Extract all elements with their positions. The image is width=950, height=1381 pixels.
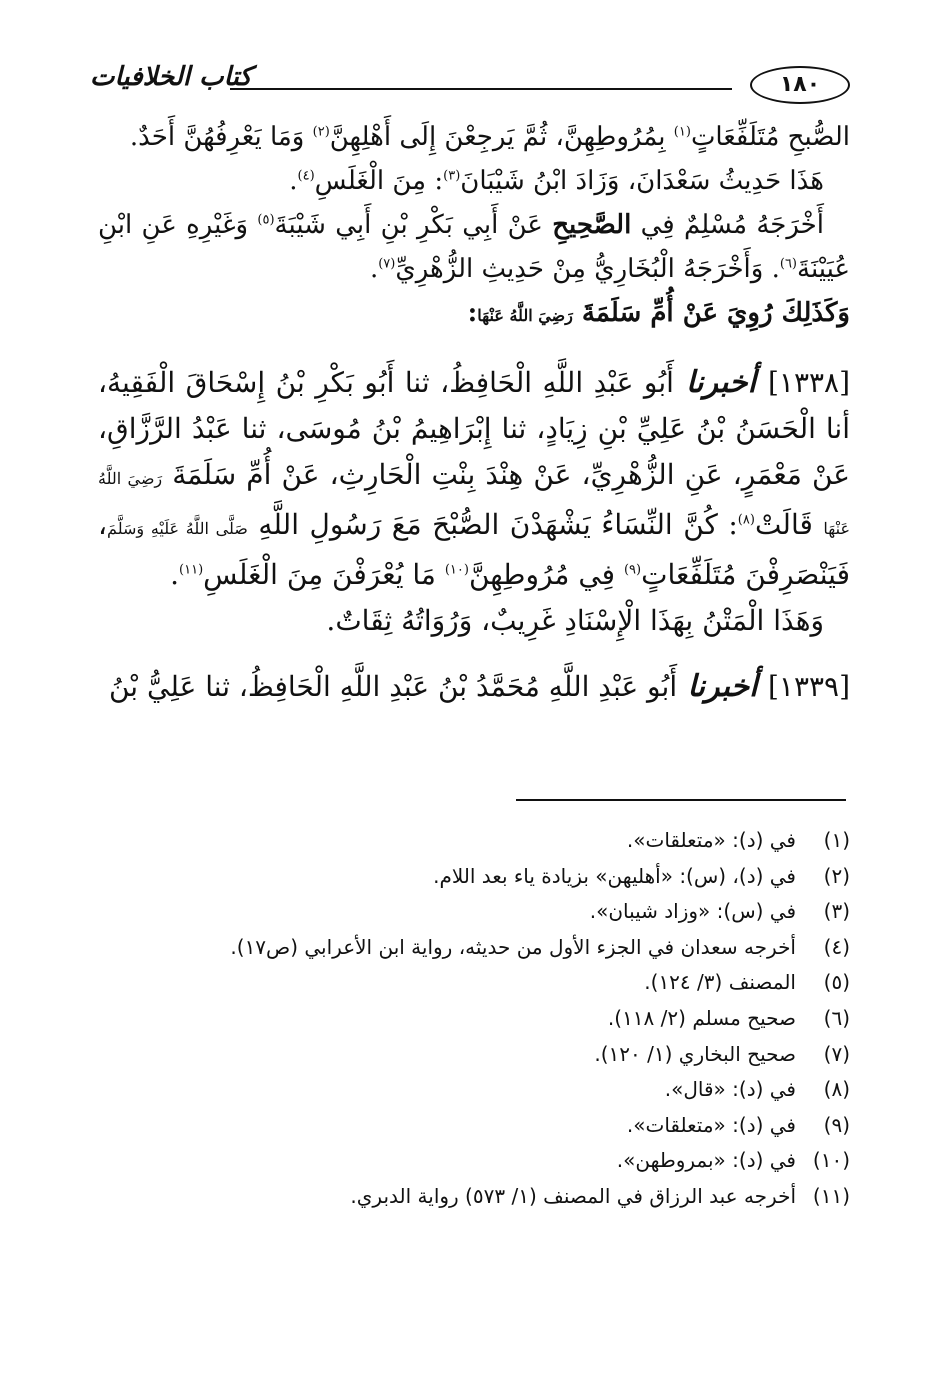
footnote-text: في (د): «متعلقات». xyxy=(626,1112,796,1137)
hadith-number: [١٣٣٨] xyxy=(767,366,850,399)
footnote-marker: (١٠) xyxy=(444,562,469,578)
footnote-text: في (س): «وزاد شيبان». xyxy=(589,899,796,924)
text-run: هَذَا حَدِيثُ سَعْدَانَ، وَزَادَ ابْنُ شَيْبَانَ xyxy=(460,166,824,196)
footnote-number: (٥) xyxy=(823,970,850,995)
paragraph-takhrij xyxy=(98,203,850,291)
footnote-item xyxy=(98,1143,850,1179)
main-text xyxy=(98,115,850,710)
footnote-marker: (١) xyxy=(673,124,691,140)
footnote-item xyxy=(98,859,850,895)
footnote-divider xyxy=(516,799,846,801)
honorific-mark: صَلَّى اللَّهُ عَلَيْهِ وَسَلَّمَ xyxy=(107,519,248,538)
footnote-item xyxy=(98,1072,850,1108)
footnote-number: (١) xyxy=(823,828,850,852)
text-run: . xyxy=(170,558,180,591)
footnote-text: في (د)، (س): «أهليهن» بزيادة ياء بعد اللام. xyxy=(433,863,796,888)
text-run: عَنْ أَبِي بَكْرِ بْنِ أَبِي شَيْبَةَ xyxy=(274,210,553,240)
footnote-number: (٢) xyxy=(823,863,850,888)
text-run: وَغَيْرِهِ عَنِ ابْنِ عُيَيْنَةَ xyxy=(98,210,850,284)
footnote-marker: (١١) xyxy=(179,562,204,578)
footnote-item xyxy=(98,1179,850,1215)
text-run: : xyxy=(467,298,478,328)
footnote-marker: (٩) xyxy=(623,562,642,578)
footnote-text: صحيح البخاري (١/ ١٢٠). xyxy=(594,1041,796,1066)
footnote-marker: (٢) xyxy=(312,124,330,140)
footnote-number: (٣) xyxy=(823,899,850,924)
honorific-mark: رَضِيَ اللَّهُ عَنْهَا xyxy=(477,306,573,325)
footnote-item xyxy=(98,930,850,966)
footnote-marker: (٧) xyxy=(378,256,396,272)
paragraph-hadith-text xyxy=(98,115,850,159)
footnote-number: (١٠) xyxy=(812,1148,850,1173)
footnote-marker: (٥) xyxy=(257,212,275,228)
hadith-number: [١٣٣٩] xyxy=(767,670,850,703)
footnote-text: في (د): «بمروطهن». xyxy=(616,1148,796,1173)
text-run: قَالَتْ xyxy=(754,508,824,541)
book-title: كتاب الخلافيات xyxy=(90,62,252,92)
book-name-sahih: الصَّحِيحِ xyxy=(552,210,632,240)
footnote-number: (٤) xyxy=(823,934,850,959)
paragraph-commentary xyxy=(98,159,850,203)
text-run: وَمَا يَعْرِفُهُنَّ أَحَدٌ. xyxy=(129,122,313,152)
footnote-item xyxy=(98,965,850,1001)
text-run: الصُّبحِ مُتَلَفِّعَاتٍ xyxy=(690,122,850,152)
footnote-number: (١١) xyxy=(812,1183,850,1208)
text-run: أَبُو عَبْدِ اللَّهِ مُحَمَّدُ بْنُ عَبْدِ اللَّهِ الْحَافِظُ، ثنا عَلِيُّ بْنُ xyxy=(108,670,678,703)
footnotes xyxy=(98,823,850,1215)
footnote-number: (٧) xyxy=(823,1041,850,1066)
footnote-marker: (٤) xyxy=(297,168,315,184)
hadith-1339 xyxy=(98,664,850,710)
footnote-item xyxy=(98,823,850,859)
footnote-text: المصنف (٣/ ١٢٤). xyxy=(644,970,796,995)
footnote-item xyxy=(98,1001,850,1037)
footnote-text: في (د): «متعلقات». xyxy=(626,828,796,852)
text-run: فِي مُرُوطِهِنَّ xyxy=(468,558,624,591)
honorific-mark: رَضِيَ اللَّهُ عَنْهَا xyxy=(98,469,851,538)
footnote-number: (٦) xyxy=(823,1005,850,1030)
text-run: أَخْرَجَهُ مُسْلِمٌ فِي xyxy=(631,210,824,240)
footnote-text: أخرجه عبد الرزاق في المصنف (١/ ٥٧٣) رواية الدبري. xyxy=(350,1183,796,1208)
text-run: : مِنَ الْغَلَسِ xyxy=(314,166,444,196)
akhbarana-word: أخبرنا xyxy=(673,365,768,400)
text-run: ، فَيَنْصَرِفْنَ مُتَلَفِّعَاتٍ xyxy=(98,508,850,591)
text-run: . xyxy=(369,254,379,284)
text-run: مَا يُعْرَفْنَ مِنَ الْغَلَسِ xyxy=(203,558,445,591)
footnote-item xyxy=(98,1037,850,1073)
text-run: : كُنَّ النِّسَاءُ يَشْهَدْنَ الصُّبْحَ مَعَ رَسُولِ اللَّهِ xyxy=(247,508,738,541)
footnote-marker: (٣) xyxy=(443,168,461,184)
header-rule xyxy=(230,88,732,90)
footnote-item xyxy=(98,1108,850,1144)
paragraph-grading: وَهَذَا الْمَتْنُ بِهَذَا الْإِسْنَادِ غَرِيبٌ، وَرُوَاتُهُ ثِقَاتٌ. xyxy=(326,604,824,637)
text-run: . xyxy=(289,166,298,196)
text-run: . وَأَخْرَجَهُ الْبُخَارِيُّ مِنْ حَدِيثِ الزُّهْرِيِّ xyxy=(395,254,780,284)
footnote-text: صحيح مسلم (٢/ ١١٨). xyxy=(607,1005,796,1030)
text-run: بِمُرُوطِهِنَّ، ثُمَّ يَرجِعْنَ إِلَى أَهْلِهِنَّ xyxy=(329,122,674,152)
footnote-item xyxy=(98,894,850,930)
footnote-marker: (٨) xyxy=(737,512,755,528)
text-run: وَكَذَلِكَ رُوِيَ عَنْ أُمِّ سَلَمَةَ xyxy=(572,298,850,328)
footnote-number: (٨) xyxy=(823,1077,850,1102)
footnote-text: أخرجه سعدان في الجزء الأول من حديثه، رواية ابن الأعرابي (ص١٧). xyxy=(230,934,796,959)
section-heading xyxy=(98,291,850,338)
hadith-1338 xyxy=(98,360,850,598)
page-number: ١٨٠ xyxy=(750,66,850,104)
page-header xyxy=(90,62,850,106)
footnote-text: في (د): «قال». xyxy=(664,1077,796,1102)
akhbarana-word: أخبرنا xyxy=(677,669,768,704)
text-run: أَبُو عَبْدِ اللَّهِ الْحَافِظُ، ثنا أَبُو بَكْرِ بْنُ إِسْحَاقَ الْفَقِيهُ، أنا الْحَسَنُ بْنُ عَلِيِّ بْنِ زِيَادٍ، ثنا إِبْرَاهِيمُ بْنُ مُوسَى، ثنا عَبْدُ الرَّزَّاقِ، عَنْ مَعْمَرٍ، عَنِ الزُّهْرِيِّ، عَنْ هِنْدَ بِنْتِ الْحَارِثِ، عَنْ أُمِّ سَلَمَةَ xyxy=(98,366,850,491)
footnote-marker: (٦) xyxy=(779,256,797,272)
footnote-number: (٩) xyxy=(823,1112,850,1137)
